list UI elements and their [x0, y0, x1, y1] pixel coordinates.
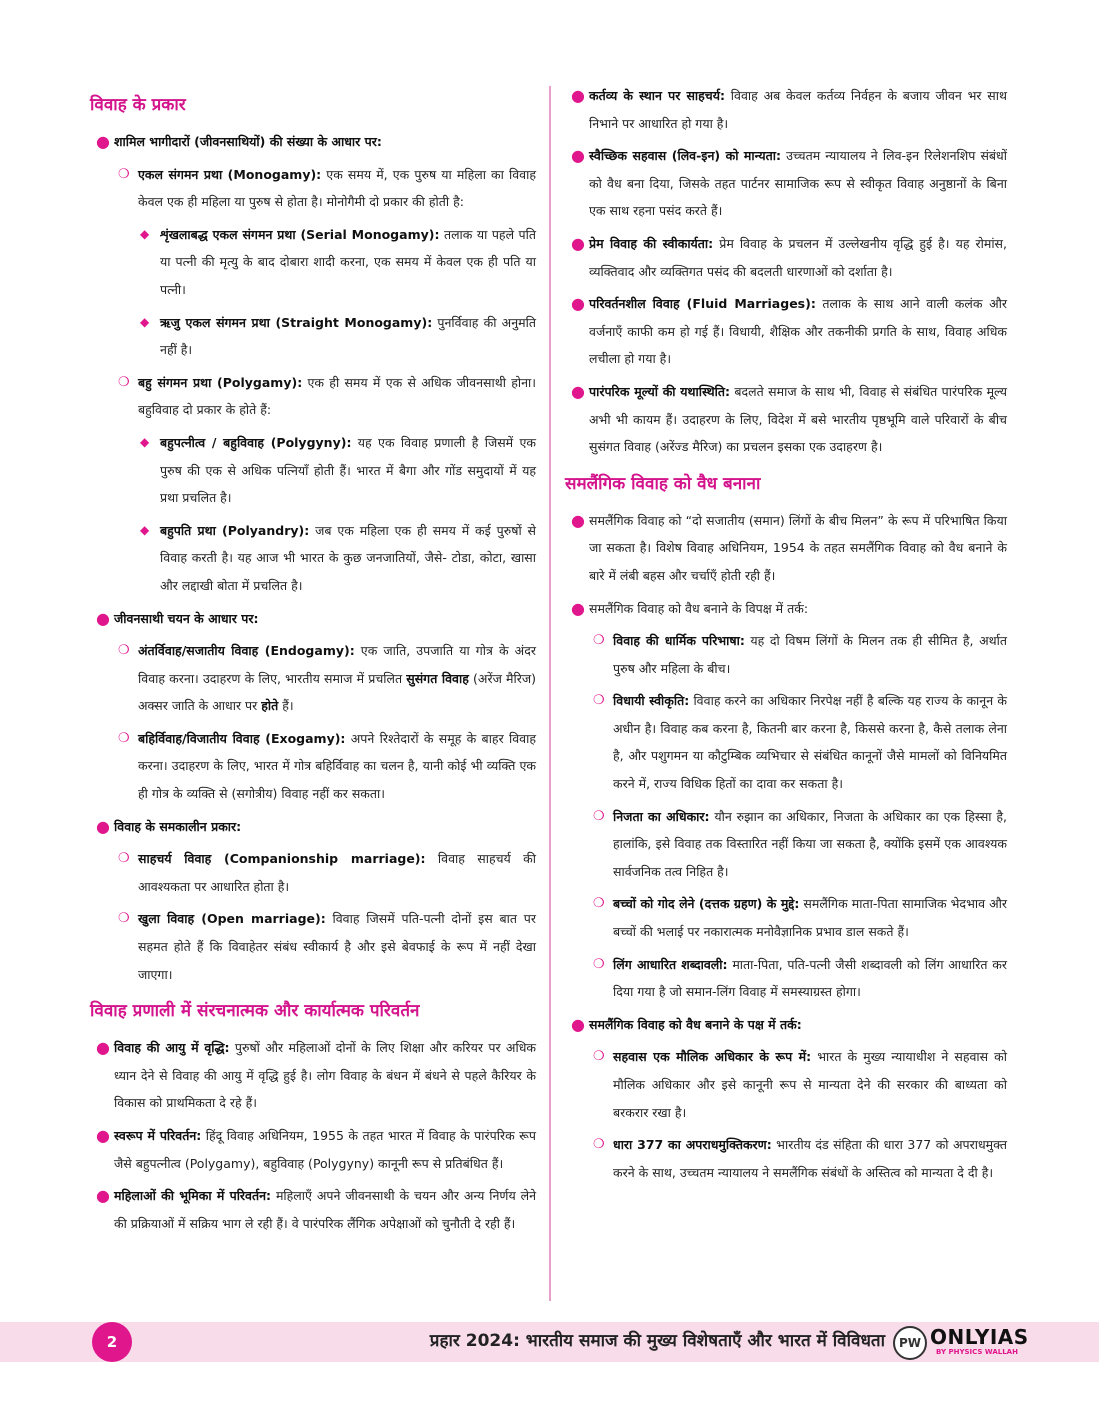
list-item: ❍ सहवास एक मौलिक अधिकार के रूप में: भारत के मुख्य न्यायाधीश ने सहवास को मौलिक अधिकार और इसे कानूनी रूप से मान्यता देने की सरकार की बाध्यता को बरकरार रखा है।: [567, 1043, 1007, 1126]
footer-title: प्रहार 2024: भारतीय समाज की मुख्य विशेषताएँ और भारत में विविधता: [429, 1331, 885, 1351]
list-item: ❍ विधायी स्वीकृति: विवाह करने का अधिकार निरपेक्ष नहीं है बल्कि यह राज्य के कानून के अधीन है। विवाह कब करना है, कितनी बार करना है, किससे करना है, कैसे तलाक लेना है, और पशुगमन या कौटुम्बिक व्यभिचार से संबंधित कानूनों जैसे मामलों को विनियमित करने में, राज्य विधिक हितों का दावा कर सकता है।: [567, 687, 1007, 797]
diamond-bullet-icon: ◆: [140, 314, 150, 329]
list-item: ❍ बच्चों को गोद लेने (दत्तक ग्रहण) के मुद्दे: समलैंगिक माता-पिता सामाजिक भेदभाव और बच्चों की भलाई पर नकारात्मक मनोवैज्ञानिक प्रभाव डाल सकते हैं।: [567, 890, 1007, 945]
bullet-icon: ●: [96, 1186, 110, 1206]
left-column: [92, 82, 536, 1242]
bullet-icon: ●: [571, 510, 585, 530]
list-item: ❍ एकल संगमन प्रथा (Monogamy): एक समय में, एक पुरुष या महिला का विवाह केवल एक ही महिला या पुरुष से होता है। मोनोगैमी दो प्रकार की होती है:: [92, 161, 536, 216]
bullet-icon: ●: [96, 1038, 110, 1058]
list-item: ❍ विवाह की धार्मिक परिभाषा: यह दो विषम लिंगों के मिलन तक ही सीमित है, अर्थात पुरुष और महिला के बीच।: [567, 627, 1007, 682]
bullet-icon: ●: [571, 294, 585, 314]
list-item: ❍ साहचर्य विवाह (Companionship marriage): विवाह साहचर्य की आवश्यकता पर आधारित होता है।: [92, 845, 536, 900]
pw-logo-icon: PW: [893, 1326, 927, 1360]
diamond-bullet-icon: ◆: [140, 226, 150, 241]
list-item: ❍ बहु संगमन प्रथा (Polygamy): एक ही समय में एक से अधिक जीवनसाथी होना। बहुविवाह दो प्रकार के होते हैं:: [92, 369, 536, 424]
circle-bullet-icon: ❍: [593, 1049, 605, 1065]
list-item: ● समलैंगिक विवाह को वैध बनाने के पक्ष में तर्क:: [567, 1011, 1007, 1039]
list-item: ❍ धारा 377 का अपराधमुक्तिकरण: भारतीय दंड संहिता की धारा 377 को अपराधमुक्त करने के साथ, उच्चतम न्यायालय ने समलैंगिक संबंधों के अस्तित्व को मान्यता दे दी है।: [567, 1131, 1007, 1186]
circle-bullet-icon: ❍: [593, 693, 605, 709]
brand-logo-text: ONLYIAS: [930, 1325, 1029, 1349]
list-item: ● समलैंगिक विवाह को “दो सजातीय (समान) लिंगों के बीच मिलन” के रूप में परिभाषित किया जा सकता है। विशेष विवाह अधिनियम, 1954 के तहत समलैंगिक विवाह को वैध बनाने के बारे में लंबी बहस और चर्चाएँ होती रही हैं।: [567, 507, 1007, 590]
list-item: ● कर्तव्य के स्थान पर साहचर्य: विवाह अब केवल कर्तव्य निर्वहन के बजाय जीवन भर साथ निभाने पर आधारित हो गया है।: [567, 82, 1007, 137]
circle-bullet-icon: ❍: [118, 851, 130, 867]
bullet-icon: ●: [571, 233, 585, 253]
list-item: ● शामिल भागीदारों (जीवनसाथियों) की संख्या के आधार पर:: [92, 128, 536, 156]
circle-bullet-icon: ❍: [593, 633, 605, 649]
list-item: ❍ लिंग आधारित शब्दावली: माता-पिता, पति-पत्नी जैसी शब्दावली को लिंग आधारित कर दिया गया है जो समान-लिंग विवाह में समस्याग्रस्त होगा।: [567, 951, 1007, 1006]
list-item: ❍ निजता का अधिकार: यौन रुझान का अधिकार, निजता के अधिकार का एक हिस्सा है, हालांकि, इसे विवाह तक विस्तारित नहीं किया जा सकता है, क्योंकि इसमें एक आवश्यक सार्वजनिक तत्व निहित है।: [567, 803, 1007, 886]
circle-bullet-icon: ❍: [593, 1137, 605, 1153]
list-item: ◆ बहुपत्नीत्व / बहुविवाह (Polygyny): यह एक विवाह प्रणाली है जिसमें एक पुरुष की एक से अधिक पत्नियाँ होती हैं। भारत में बैगा और गोंड समुदायों में यह प्रथा प्रचलित है।: [92, 429, 536, 512]
circle-bullet-icon: ❍: [118, 643, 130, 659]
bullet-icon: ●: [96, 132, 110, 151]
column-divider: [549, 86, 551, 1301]
list-item: ❍ खुला विवाह (Open marriage): विवाह जिसमें पति-पत्नी दोनों इस बात पर सहमत होते हैं कि विवाहेतर संबंध स्वीकार्य है और इसे बेवफाई के रूप में नहीं देखा जाएगा।: [92, 905, 536, 988]
page-number-badge: 2: [92, 1322, 132, 1362]
circle-bullet-icon: ❍: [593, 956, 605, 972]
circle-bullet-icon: ❍: [593, 808, 605, 824]
section-heading-types: विवाह के प्रकार: [90, 95, 186, 115]
bullet-icon: ●: [571, 146, 585, 166]
bullet-icon: ●: [96, 1126, 110, 1145]
bullet-icon: ●: [96, 608, 110, 628]
bullet-icon: ●: [571, 381, 585, 401]
list-item: ◆ बहुपति प्रथा (Polyandry): जब एक महिला एक ही समय में कई पुरुषों से विवाह करती है। यह आज भी भारत के कुछ जनजातियों, जैसे- टोडा, कोटा, खासा और लद्दाखी बोता में प्रचलित है।: [92, 517, 536, 600]
list-item: ● प्रेम विवाह की स्वीकार्यता: प्रेम विवाह के प्रचलन में उल्लेखनीय वृद्धि हुई है। यह रोमांस, व्यक्तिवाद और व्यक्तिगत पसंद की बदलती धारणाओं को दर्शाता है।: [567, 230, 1007, 285]
diamond-bullet-icon: ◆: [140, 434, 150, 449]
list-item: ● जीवनसाथी चयन के आधार पर:: [92, 605, 536, 633]
circle-bullet-icon: ❍: [118, 166, 130, 182]
circle-bullet-icon: ❍: [118, 374, 130, 390]
list-item: ● पारंपरिक मूल्यों की यथास्थिति: बदलते समाज के साथ भी, विवाह से संबंधित पारंपरिक मूल्य अभी भी कायम हैं। उदाहरण के लिए, विदेश में बसे भारतीय पृष्ठभूमि वाले परिवारों के बीच सुसंगत विवाह (अरेंज्ड मैरिज) का प्रचलन इसका एक उदाहरण है।: [567, 378, 1007, 461]
brand-logo-subtext: BY PHYSICS WALLAH: [936, 1348, 1018, 1356]
bullet-icon: ●: [571, 598, 585, 618]
list-item: ❍ बहिर्विवाह/विजातीय विवाह (Exogamy): अपने रिश्तेदारों के समूह के बाहर विवाह करना। उदाहरण के लिए, भारत में गोत्र बहिर्विवाह का चलन है, यानी कोई भी व्यक्ति एक ही गोत्र के व्यक्ति से (सगोत्रीय) विवाह नहीं कर सकता।: [92, 725, 536, 808]
list-item: ● विवाह के समकालीन प्रकार:: [92, 813, 536, 841]
bullet-icon: ●: [96, 816, 110, 836]
right-column: [567, 82, 1007, 1191]
list-item: ◆ ऋजु एकल संगमन प्रथा (Straight Monogamy): पुनर्विवाह की अनुमति नहीं है।: [92, 309, 536, 364]
bullet-icon: ●: [571, 1014, 585, 1034]
list-item: ◆ शृंखलाबद्ध एकल संगमन प्रथा (Serial Monogamy): तलाक या पहले पति या पत्नी की मृत्यु के बाद दोबारा शादी करना, एक समय में केवल एक ही पति या पत्नी।: [92, 221, 536, 304]
circle-bullet-icon: ❍: [593, 896, 605, 912]
list-item: ● विवाह की आयु में वृद्धि: पुरुषों और महिलाओं दोनों के लिए शिक्षा और करियर पर अधिक ध्यान देने से विवाह की आयु में वृद्धि हुई है। लोग विवाह के बंधन में बंधने से पहले कैरियर के विकास को प्राथमिकता दे रहे हैं।: [92, 1034, 536, 1117]
list-item: ● महिलाओं की भूमिका में परिवर्तन: महिलाएँ अपने जीवनसाथी के चयन और अन्य निर्णय लेने की प्रक्रियाओं में सक्रिय भाग ले रही हैं। वे पारंपरिक लैंगिक अपेक्षाओं को चुनौती दे रही हैं।: [92, 1182, 536, 1237]
list-item: ● परिवर्तनशील विवाह (Fluid Marriages): तलाक के साथ आने वाली कलंक और वर्जनाएँ काफी कम हो गई हैं। विधायी, शैक्षिक और तकनीकी प्रगति के साथ, विवाह अधिक लचीला हो गया है।: [567, 290, 1007, 373]
circle-bullet-icon: ❍: [118, 911, 130, 927]
list-item: ❍ अंतर्विवाह/सजातीय विवाह (Endogamy): एक जाति, उपजाति या गोत्र के अंदर विवाह करना। उदाहरण के लिए, भारतीय समाज में प्रचलित सुसंगत विवाह (अरेंज मैरिज) अक्सर जाति के आधार पर होते हैं।: [92, 637, 536, 720]
diamond-bullet-icon: ◆: [140, 522, 150, 537]
list-item: ● स्वरूप में परिवर्तन: हिंदू विवाह अधिनियम, 1955 के तहत भारत में विवाह के पारंपरिक रूप जैसे बहुपत्नीत्व (Polygamy), बहुविवाह (Polygyny) कानूनी रूप से प्रतिबंधित हैं।: [92, 1122, 536, 1177]
section-heading-changes: विवाह प्रणाली में संरचनात्मक और कार्यात्मक परिवर्तन: [90, 1001, 420, 1022]
section-heading-samesex: समलैंगिक विवाह को वैध बनाना: [565, 473, 761, 494]
bullet-icon: ●: [571, 86, 585, 105]
circle-bullet-icon: ❍: [118, 730, 130, 746]
list-item: ● समलैंगिक विवाह को वैध बनाने के विपक्ष में तर्क:: [567, 595, 1007, 623]
list-item: ● स्वैच्छिक सहवास (लिव-इन) को मान्यता: उच्चतम न्यायालय ने लिव-इन रिलेशनशिप संबंधों को वैध बना दिया, जिसके तहत पार्टनर सामाजिक रूप से स्वीकृत विवाह अनुष्ठानों के बिना एक साथ रहना पसंद करते हैं।: [567, 142, 1007, 225]
